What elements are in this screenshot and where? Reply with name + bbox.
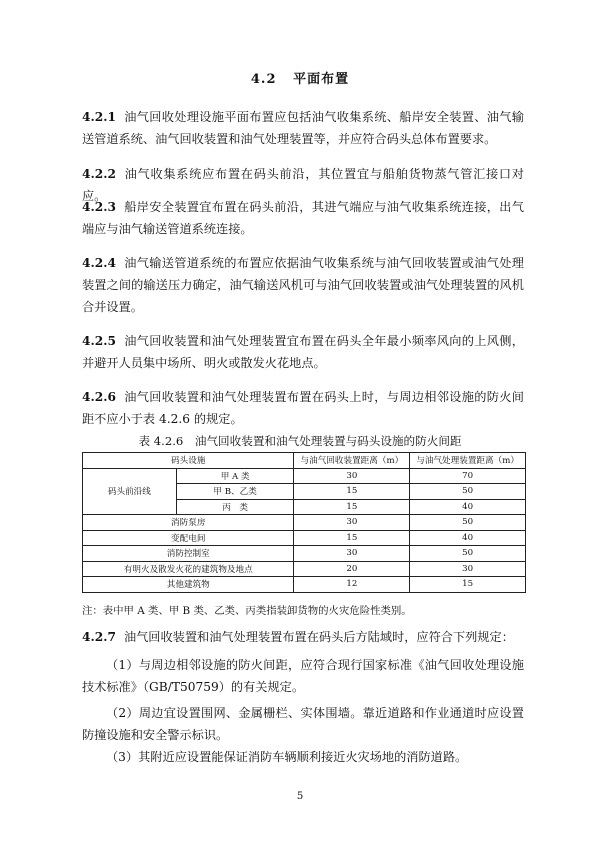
treatment-distance: 50 (410, 484, 526, 500)
section-heading (0, 68, 600, 87)
clause-text: 油气回收装置和油气处理装置布置在码头上时，与周边相邻设施的防火间距不应小于表 4.2.6 的规定。 (82, 390, 524, 426)
clause-number: 4.2.3 (82, 200, 116, 214)
clause-text: 船岸安全装置宜布置在码头前沿，其进气端应与油气收集系统连接，出气端应与油气输送管道系统连接。 (82, 200, 524, 236)
recovery-distance: 30 (294, 468, 410, 484)
clause-4-2-3 (82, 196, 524, 240)
treatment-distance: 40 (410, 530, 526, 546)
clause-4-2-6 (82, 386, 524, 430)
treatment-distance: 30 (410, 561, 526, 577)
recovery-distance: 15 (294, 499, 410, 515)
clause-text: 油气收集系统应布置在码头前沿，其位置宜与船舶货物蒸气管汇接口对应。 (82, 167, 524, 203)
table-row (83, 561, 526, 577)
clause-text: 油气回收处理设施平面布置应包括油气收集系统、船岸安全装置、油气输送管道系统、油气回收装置和油气处理装置等，并应符合码头总体布置要求。 (82, 110, 524, 146)
clause-text: 油气回收装置和油气处理装置宜布置在码头全年最小频率风向的上风侧，并避开人员集中场所、明火或散发火花地点。 (82, 334, 524, 370)
row-label: 甲 B、乙类 (176, 484, 294, 500)
clause-number: 4.2.2 (82, 167, 116, 181)
row-label: 有明火及散发火花的建筑物及地点 (83, 561, 294, 577)
table-note: 注：表中甲 A 类、甲 B 类、乙类、丙类指装卸货物的火灾危险性类别。 (82, 605, 412, 617)
row-label: 丙 类 (176, 499, 294, 515)
recovery-distance: 30 (294, 546, 410, 562)
table-row (83, 577, 526, 593)
clause-text: 油气输送管道系统的布置应依据油气收集系统与油气回收装置或油气处理装置之间的输送压力确定，油气输送风机可与油气回收装置或油气处理装置的风机合并设置。 (82, 256, 524, 314)
recovery-distance: 15 (294, 530, 410, 546)
clause-number: 4.2.6 (82, 390, 116, 404)
row-label: 消防泵房 (83, 515, 294, 531)
header-facility: 码头设施 (83, 453, 294, 469)
row-label: 其他建筑物 (83, 577, 294, 593)
recovery-distance: 15 (294, 484, 410, 500)
clause-number: 4.2.4 (82, 256, 116, 270)
row-label: 消防控制室 (83, 546, 294, 562)
treatment-distance: 50 (410, 515, 526, 531)
header-recovery-distance: 与油气回收装置距离（m） (294, 453, 410, 469)
section-title: 平面布置 (293, 72, 350, 87)
clause-number: 4.2.7 (82, 630, 116, 644)
section-number: 4.2 (250, 72, 277, 87)
table-caption: 表 4.2.6 油气回收装置和油气处理装置与码头设施的防火间距 (138, 434, 462, 448)
treatment-distance: 15 (410, 577, 526, 593)
table-row (83, 530, 526, 546)
table-row (83, 515, 526, 531)
table-row (83, 468, 526, 484)
recovery-distance: 20 (294, 561, 410, 577)
clause-4-2-1 (82, 106, 524, 150)
table-header-row (83, 453, 526, 469)
group-label-wharf-front: 码头前沿线 (83, 468, 177, 515)
clause-4-2-4 (82, 252, 524, 318)
row-label: 变配电间 (83, 530, 294, 546)
header-treatment-distance: 与油气处理装置距离（m） (410, 453, 526, 469)
clause-4-2-7 (82, 626, 524, 648)
treatment-distance: 50 (410, 546, 526, 562)
clause-number: 4.2.5 (82, 334, 116, 348)
treatment-distance: 40 (410, 499, 526, 515)
recovery-distance: 30 (294, 515, 410, 531)
clause-number: 4.2.1 (82, 110, 116, 124)
treatment-distance: 70 (410, 468, 526, 484)
fire-distance-table (82, 452, 526, 593)
recovery-distance: 12 (294, 577, 410, 593)
list-item: （2）周边宜设置围网、金属栅栏、实体围墙。靠近道路和作业通道时应设置防撞设施和安全警示标识。 (82, 706, 524, 742)
clause-4-2-5 (82, 330, 524, 374)
list-item: （3）其附近应设置能保证消防车辆顺利接近火灾场地的消防道路。 (106, 750, 468, 764)
clause-text: 油气回收装置和油气处理装置布置在码头后方陆域时，应符合下列规定： (123, 630, 514, 644)
table-row (83, 546, 526, 562)
row-label: 甲 A 类 (176, 468, 294, 484)
page-number: 5 (296, 791, 304, 802)
list-item: （1）与周边相邻设施的防火间距，应符合现行国家标准《油气回收处理设施技术标准》（GB/T50759）的有关规定。 (82, 658, 524, 694)
